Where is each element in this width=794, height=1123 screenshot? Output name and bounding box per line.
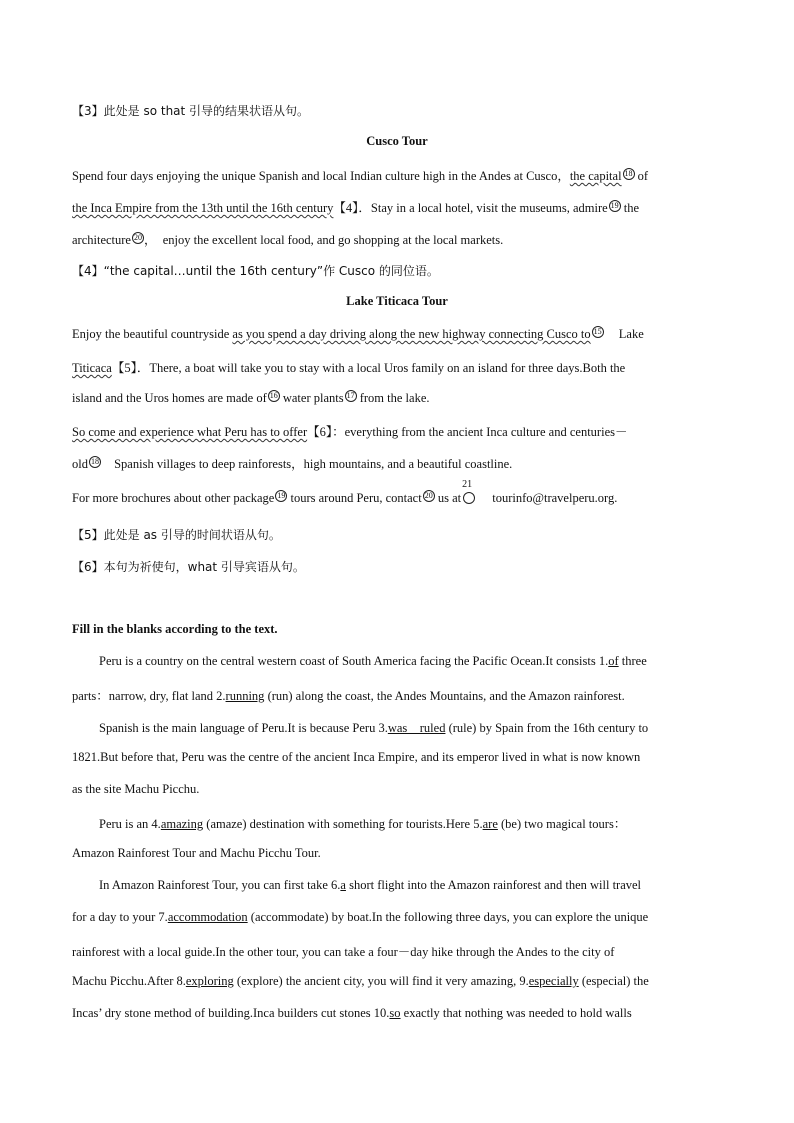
- marker-19: 19: [610, 201, 619, 210]
- ex-p4-line-1: In Amazon Rainforest Tour, you can first take 6.a short flight into the Amazon rainforest and then will travel: [99, 878, 642, 892]
- answer-8: exploring: [185, 974, 234, 988]
- answer-7: accommodation: [167, 910, 248, 924]
- ex-p1-line-1: Peru is a country on the central western coast of South America facing the Pacific Ocean.It consists 1.of three: [99, 654, 647, 668]
- marker-18b: 18: [90, 457, 99, 466]
- marker-19b: 19: [277, 491, 286, 500]
- lake-line-1: Enjoy the beautiful countryside as you spend a day driving along the new highway connecting Cusco to 15 Lake: [72, 327, 644, 341]
- note-3: 【3】此处是 so that 引导的结果状语从句。: [72, 104, 310, 118]
- lake-line-6: For more brochures about other package 19 tours around Peru, contact 20 us at 21 tourinfo@travelperu.org.: [72, 479, 618, 505]
- answer-9: especially: [528, 974, 579, 988]
- note-6: 【6】本句为祈使句，what 引导宾语从句。: [72, 560, 305, 574]
- ex-p2-line-2: 1821.But before that, Peru was the centre of the ancient Inca Empire, and its emperor lived in what is now known: [72, 750, 641, 764]
- answer-1: of: [608, 654, 619, 668]
- marker-20: 20: [133, 233, 142, 242]
- ex-p2-line-1: Spanish is the main language of Peru.It is because Peru 3.was ruled (rule) by Spain from the 16th century to: [99, 721, 649, 735]
- cusco-line-1: Spend four days enjoying the unique Spanish and local Indian culture high in the Andes at Cusco，the capital 18 of: [72, 169, 649, 183]
- lake-title: Lake Titicaca Tour: [346, 294, 448, 308]
- answer-5: are: [482, 817, 498, 831]
- ex-p4-line-3: rainforest with a local guide.In the other tour, you can take a four－day hike through the Andes to the city of: [72, 945, 615, 959]
- cusco-line-3: architecture 20 ， enjoy the excellent local food, and go shopping at the local markets.: [72, 233, 504, 247]
- ex-p4-line-2: for a day to your 7.accommodation (accommodate) by boat.In the following three days, you can explore the unique: [72, 910, 649, 924]
- answer-6: a: [340, 878, 346, 892]
- marker-21-circle: 21: [463, 492, 475, 504]
- ex-p4-line-5: Incas’ dry stone method of building.Inca builders cut stones 10.so exactly that nothing was needed to hold walls: [72, 1006, 632, 1020]
- ex-p2-line-3: as the site Machu Picchu.: [72, 782, 200, 796]
- marker-15: 15: [593, 327, 602, 336]
- answer-2: running: [225, 689, 265, 703]
- cusco-line-2: the Inca Empire from the 13th until the 16th century【4】．Stay in a local hotel, visit the museums, admire 19 the: [72, 201, 640, 215]
- answer-4: amazing: [160, 817, 204, 831]
- note-5: 【5】此处是 as 引导的时间状语从句。: [72, 528, 281, 542]
- ex-p3-line-2: Amazon Rainforest Tour and Machu Picchu Tour.: [72, 846, 321, 860]
- cusco-title: Cusco Tour: [366, 134, 428, 148]
- lake-line-2: Titicaca【5】．There, a boat will take you to stay with a local Uros family on an island for three days.Both the: [72, 361, 626, 375]
- ex-p3-line-1: Peru is an 4.amazing (amaze) destination with something for tourists.Here 5.are (be) two magical tours：: [99, 817, 627, 831]
- ex-p4-line-4: Machu Picchu.After 8.exploring (explore) the ancient city, you will find it very amazing, 9.especially (especial) the: [72, 974, 649, 988]
- appositive-phrase: the capital: [569, 169, 622, 183]
- marker-17: 17: [346, 391, 355, 400]
- note-4: 【4】“the capital…until the 16th century”作 Cusco 的同位语。: [72, 264, 439, 278]
- answer-10: so: [389, 1006, 401, 1020]
- marker-18: 18: [624, 169, 633, 178]
- answer-3: was ruled: [387, 721, 446, 735]
- lake-line-4: So come and experience what Peru has to offer【6】：everything from the ancient Inca culture and centuries－: [72, 425, 628, 439]
- email-address: tourinfo@travelperu.org.: [492, 491, 618, 505]
- exercise-heading: Fill in the blanks according to the text.: [72, 622, 278, 636]
- marker-16: 16: [269, 391, 278, 400]
- lake-line-5: old 18 Spanish villages to deep rainforests，high mountains, and a beautiful coastline.: [72, 457, 513, 471]
- marker-20b: 20: [424, 491, 433, 500]
- ex-p1-line-2: parts：narrow, dry, flat land 2.running (run) along the coast, the Andes Mountains, and the Amazon rainforest.: [72, 689, 625, 703]
- lake-line-3: island and the Uros homes are made of 16 water plants 17 from the lake.: [72, 391, 430, 405]
